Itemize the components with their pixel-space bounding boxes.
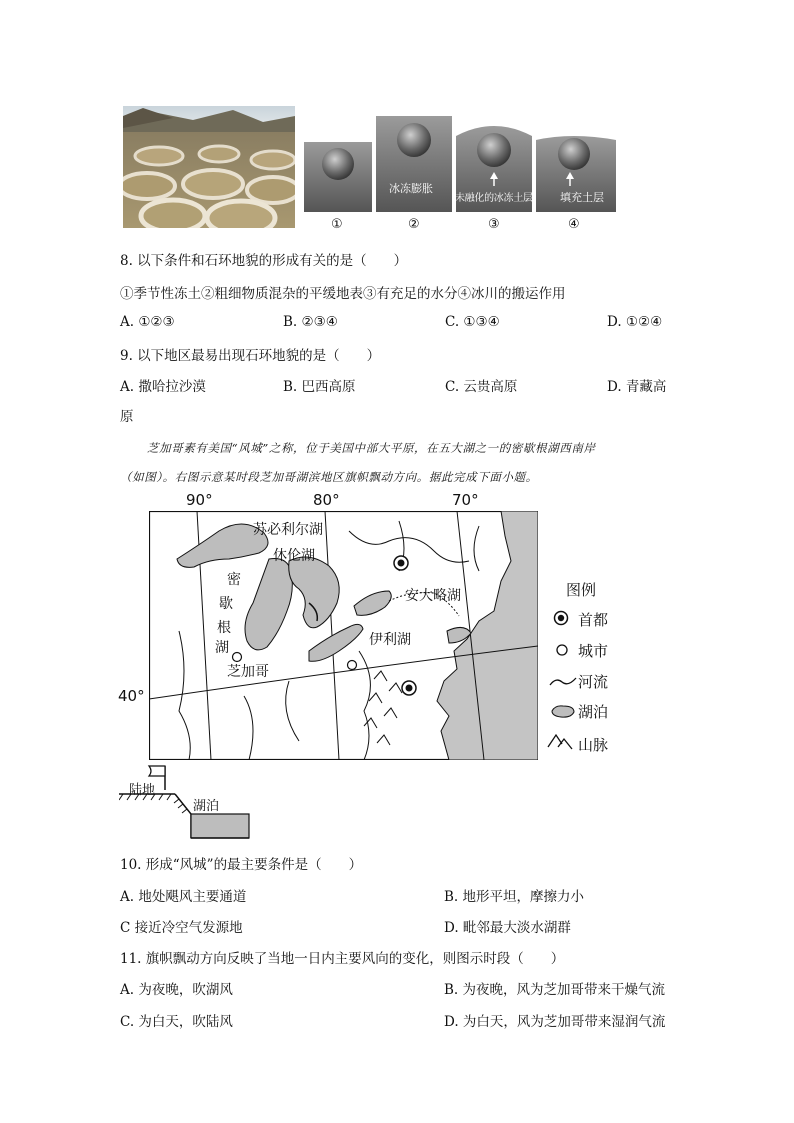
q9-stem: 9. 以下地区最易出现石环地貌的是（ ） [120, 348, 381, 364]
label-lake-michigan-4: 湖 [215, 640, 229, 656]
inset-label-land: 陆地 [129, 783, 156, 798]
q9-option-c[interactable]: C. 云贵高原 [445, 379, 518, 395]
q11-option-c[interactable]: C. 为白天，吹陆风 [120, 1014, 233, 1030]
q8-stem: 8. 以下条件和石环地貌的形成有关的是（ ） [120, 253, 408, 269]
q9-option-d-wrap: 原 [120, 409, 134, 425]
q11-option-d[interactable]: D. 为白天，风为芝加哥带来湿润气流 [444, 1014, 666, 1030]
legend-river: 河流 [578, 673, 609, 691]
stone-ring-photo [123, 106, 295, 228]
q8-conditions: ①季节性冻土②粗细物质混杂的平缓地表③有充足的水分④冰川的搬运作用 [120, 286, 566, 302]
panel-label-heave: 冰冻膨胀 [389, 182, 433, 195]
q8-option-c[interactable]: C. ①③④ [445, 314, 500, 330]
label-lake-superior: 苏必利尔湖 [253, 522, 323, 538]
q10-option-d[interactable]: D. 毗邻最大淡水湖群 [444, 920, 571, 936]
legend-title: 图例 [566, 581, 597, 599]
inset-label-lake: 湖泊 [193, 799, 220, 814]
lake-icon [549, 703, 577, 719]
longitude-80: 80° [313, 491, 340, 509]
q8-option-b[interactable]: B. ②③④ [283, 314, 338, 330]
label-chicago: 芝加哥 [227, 664, 269, 680]
q10-option-b[interactable]: B. 地形平坦，摩擦力小 [444, 889, 585, 905]
river-icon [548, 674, 578, 688]
label-lake-michigan-1: 密 [227, 572, 241, 588]
great-lakes-map [149, 511, 538, 760]
label-lake-michigan-2: 歇 [219, 596, 233, 612]
flag-inset-diagram [119, 762, 251, 844]
longitude-90: 90° [186, 491, 213, 509]
label-lake-huron: 休伦湖 [273, 548, 315, 564]
panel-label-unmelted: 未融化的冰冻土层 [455, 193, 533, 204]
q10-stem: 10. 形成“风城”的最主要条件是（ ） [120, 857, 363, 873]
panel-number-2: ② [408, 217, 420, 232]
q9-option-b[interactable]: B. 巴西高原 [283, 379, 356, 395]
q10-option-c[interactable]: C 接近冷空气发源地 [120, 920, 243, 936]
capital-icon [553, 610, 569, 626]
q11-option-b[interactable]: B. 为夜晚，风为芝加哥带来干燥气流 [444, 982, 666, 998]
q11-option-a[interactable]: A. 为夜晚，吹湖风 [120, 982, 233, 998]
q10-option-a[interactable]: A. 地处飓风主要通道 [120, 889, 247, 905]
panel-number-4: ④ [568, 217, 580, 232]
passage-line-1: 芝加哥素有美国“风城”之称，位于美国中部大平原，在五大湖之一的密歇根湖西南岸 [147, 441, 596, 455]
legend-mountain: 山脉 [578, 736, 609, 754]
q11-stem: 11. 旗帜飘动方向反映了当地一日内主要风向的变化，则图示时段（ ） [120, 951, 565, 967]
longitude-70: 70° [452, 491, 479, 509]
panel-number-3: ③ [488, 217, 500, 232]
panel-label-fill: 填充土层 [560, 191, 604, 204]
panel-number-1: ① [331, 217, 343, 232]
label-lake-ontario: 安大略湖 [405, 588, 461, 604]
frost-heave-diagram [302, 114, 618, 234]
q9-option-d[interactable]: D. 青藏高 [607, 379, 667, 395]
passage-line-2: （如图）。右图示意某时段芝加哥湖滨地区旗帜飘动方向。据此完成下面小题。 [120, 470, 538, 484]
legend-capital: 首都 [578, 611, 609, 629]
q9-option-a[interactable]: A. 撒哈拉沙漠 [120, 379, 206, 395]
city-icon [555, 642, 569, 656]
latitude-40: 40° [118, 687, 145, 705]
label-lake-erie: 伊利湖 [369, 632, 411, 648]
legend-lake: 湖泊 [578, 703, 609, 721]
label-lake-michigan-3: 根 [217, 620, 231, 636]
legend-city: 城市 [578, 642, 609, 660]
q8-option-d[interactable]: D. ①②④ [607, 314, 663, 330]
q8-option-a[interactable]: A. ①②③ [120, 314, 175, 330]
mountain-icon [546, 731, 574, 751]
